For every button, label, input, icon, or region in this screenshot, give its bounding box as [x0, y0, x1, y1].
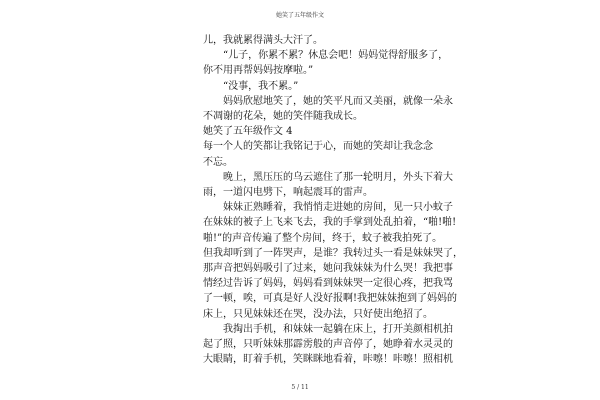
- text-line: 儿，我就累得满头大汗了。: [203, 35, 323, 46]
- text-line: 了一顿，唉，可真是好人没好报啊!我把妹妹抱到了妈妈的: [203, 293, 458, 305]
- text-line: 起了照，只听妹妹那霹雳般的声音停了，她睁着水灵灵的: [203, 339, 453, 351]
- text-line: 啪!”的声音传遍了整个房间，终于，蚊子被我拍死了。: [203, 232, 443, 244]
- text-line: 晚上，黑压压的乌云遮住了那一轮明月，外头下着大: [223, 171, 453, 183]
- text-line: 但我却听到了一阵哭声，是谁？我转过头一看是妹妹哭了，: [203, 247, 463, 259]
- text-line: 大眼睛，盯着手机，笑眯眯地看着，咔嚓！咔嚓！照相机: [203, 354, 453, 366]
- page-number: 5 / 11: [291, 384, 309, 391]
- text-line: 雨，一道闪电劈下，响起震耳的雷声。: [203, 187, 373, 199]
- text-line: “没事，我不累。”: [223, 80, 299, 92]
- text-line: 每一个人的笑都让我铭记于心，而她的笑却让我念念: [203, 141, 433, 153]
- page-header: 她笑了五年级作文: [275, 12, 324, 19]
- text-line: 床上，只见妹妹还在哭，没办法，只好使出绝招了。: [203, 308, 433, 320]
- text-line: 在妹妹的被子上飞来飞去，我的手掌到处乱拍着，“啪!啪!: [203, 217, 457, 229]
- text-line: 妈妈欣慰地笑了，她的笑平凡而又美丽，就像一朵永: [223, 95, 453, 107]
- text-line: 你不用再帮妈妈按摩啦。”: [203, 65, 314, 77]
- text-line: 不忘。: [203, 156, 233, 168]
- document-body: [203, 33, 463, 367]
- text-line: 我掏出手机，和妹妹一起躺在床上，打开美颜相机拍: [223, 323, 453, 335]
- text-line: 不凋谢的花朵，她的笑伴随我成长。: [203, 111, 363, 123]
- text-line: 妹妹正熟睡着，我悄悄走进她的房间，见一只小蚊子: [223, 202, 453, 214]
- section-heading: 她笑了五年级作文 4: [203, 126, 293, 138]
- text-line: 情经过告诉了妈妈，妈妈看到妹妹哭一定很心疼，把我骂: [203, 278, 453, 290]
- text-line: “儿子，你累不累？休息会吧！妈妈觉得舒服多了，: [223, 50, 449, 62]
- text-line: 那声音把妈妈吸引了过来，她问我妹妹为什么哭！我把事: [203, 263, 453, 275]
